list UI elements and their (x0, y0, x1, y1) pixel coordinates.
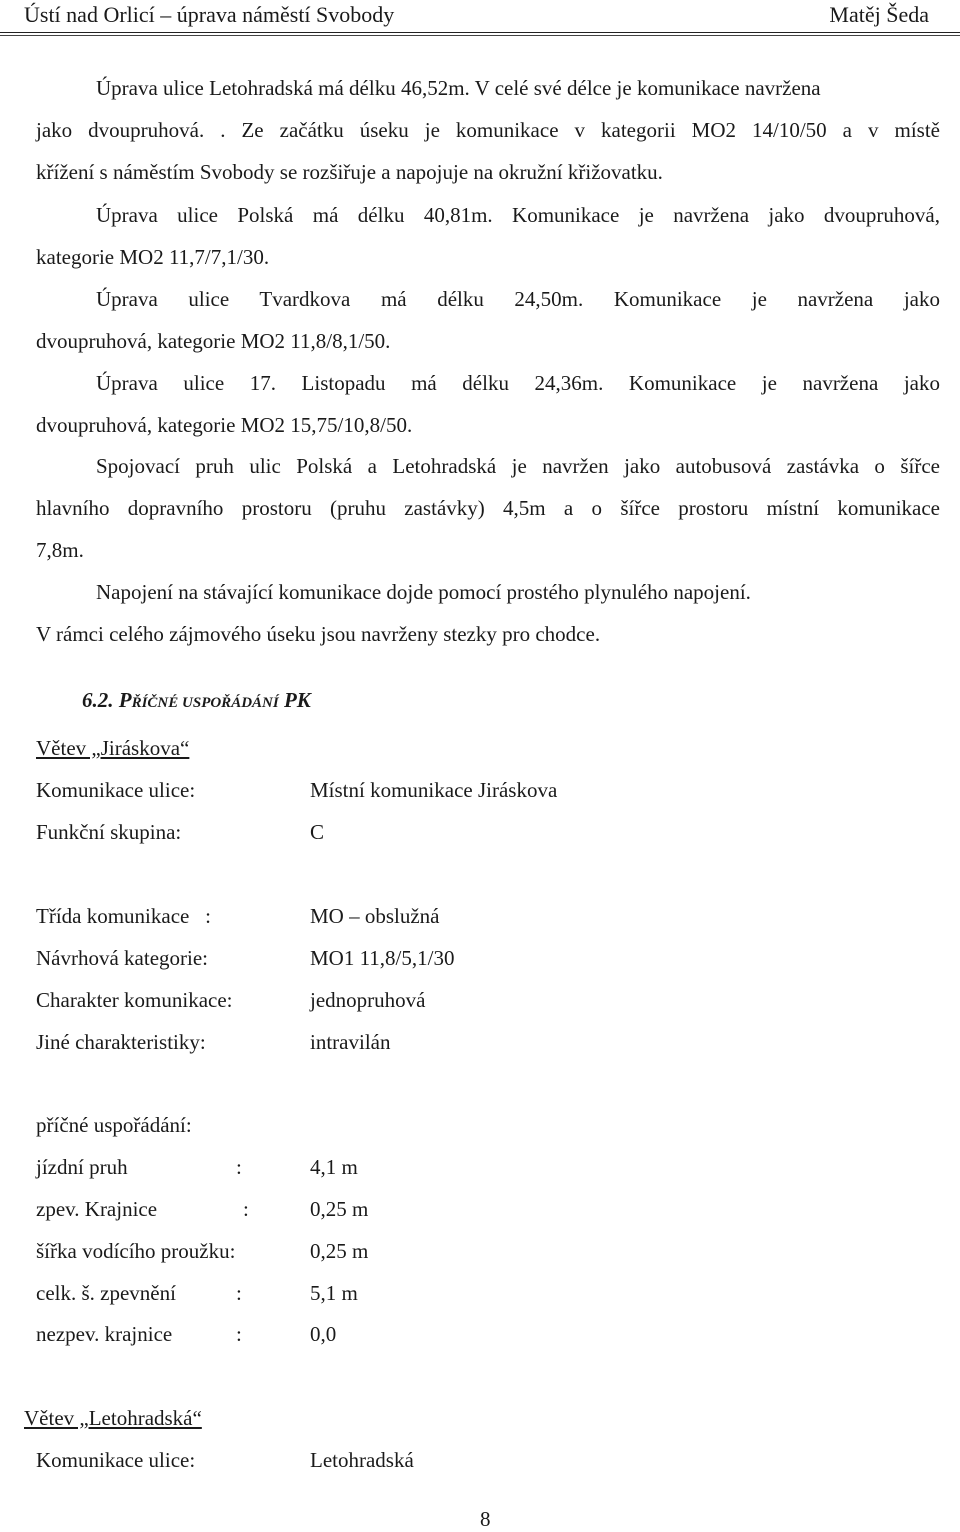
paragraph-line: Úprava ulice Letohradská má délku 46,52m. V celé své délce je komunikace navržena (96, 76, 821, 100)
cross-label: jízdní pruh (36, 1155, 128, 1179)
cross-label: zpev. Krajnice (36, 1197, 158, 1221)
cross-value: 4,1 m (310, 1155, 358, 1179)
branch-title: Větev „Letohradská“ (24, 1406, 202, 1430)
field-value: C (310, 820, 325, 844)
cross-label: celk. š. zpevnění (36, 1281, 176, 1305)
field-label: Třída komunikace : (36, 904, 211, 928)
cross-sep: : (236, 1281, 242, 1305)
field-value: Místní komunikace Jiráskova (310, 778, 558, 802)
cross-sep: : (243, 1197, 249, 1221)
header-author: Matěj Šeda (829, 2, 929, 27)
section-title-initial: P (118, 688, 132, 712)
paragraph-line: V rámci celého zájmového úseku jsou navrženy stezky pro chodce. (36, 622, 601, 646)
cross-value: 5,1 m (310, 1281, 358, 1305)
cross-label: nezpev. krajnice (36, 1322, 173, 1346)
section-number: 6.2. (82, 688, 114, 712)
field-value: jednopruhová (310, 988, 426, 1012)
paragraph-line: Spojovací pruh ulic Polská a Letohradská je navržen jako autobusová zastávka o šířce (96, 454, 940, 478)
paragraph-line: dvoupruhová, kategorie MO2 11,8/8,1/50. (36, 329, 391, 353)
cross-sep: : (236, 1155, 242, 1179)
paragraph-line: Úprava ulice 17. Listopadu má délku 24,36m. Komunikace je navržena jako (96, 371, 940, 395)
field-label: Návrhová kategorie: (36, 946, 209, 970)
cross-value: 0,25 m (310, 1197, 369, 1221)
paragraph-line: jako dvoupruhová. . Ze začátku úseku je komunikace v kategorii MO2 14/10/50 a v místě (36, 118, 940, 142)
field-value: MO – obslužná (310, 904, 440, 928)
header-title: Ústí nad Orlicí – úprava náměstí Svobody (24, 2, 395, 27)
field-value: intravilán (310, 1030, 391, 1054)
paragraph-line: dvoupruhová, kategorie MO2 15,75/10,8/50. (36, 413, 413, 437)
field-value: Letohradská (310, 1448, 414, 1472)
cross-section-title: příčné uspořádání: (36, 1113, 192, 1137)
field-label: Komunikace ulice: (36, 1448, 196, 1472)
header-rule (0, 32, 960, 33)
cross-sep: : (236, 1322, 242, 1346)
field-label: Komunikace ulice: (36, 778, 196, 802)
paragraph-line: hlavního dopravního prostoru (pruhu zastávky) 4,5m a o šířce prostoru místní komunikace (36, 496, 940, 520)
header-rule-thin (0, 35, 960, 36)
field-label: Jiné charakteristiky: (36, 1030, 206, 1054)
field-value: MO1 11,8/5,1/30 (310, 946, 455, 970)
field-label: Funkční skupina: (36, 820, 182, 844)
branch-title: Větev „Jiráskova“ (36, 736, 190, 760)
paragraph-line: 7,8m. (36, 538, 84, 562)
cross-label: šířka vodícího proužku: (36, 1239, 236, 1263)
section-title-pk: PK (283, 688, 311, 712)
section-title-smallcaps: ŘÍČNÉ USPOŘÁDÁNÍ (131, 695, 279, 711)
page-number: 8 (480, 1507, 491, 1531)
field-label: Charakter komunikace: (36, 988, 233, 1012)
section-heading (82, 688, 311, 713)
paragraph-line: Napojení na stávající komunikace dojde pomocí prostého plynulého napojení. (96, 580, 751, 604)
cross-value: 0,0 (310, 1322, 337, 1346)
paragraph-line: kategorie MO2 11,7/7,1/30. (36, 245, 270, 269)
paragraph-line: Úprava ulice Tvardkova má délku 24,50m. Komunikace je navržena jako (96, 287, 940, 311)
paragraph-line: křížení s náměstím Svobody se rozšiřuje a napojuje na okružní křižovatku. (36, 160, 663, 184)
paragraph-line: Úprava ulice Polská má délku 40,81m. Komunikace je navržena jako dvoupruhová, (96, 203, 940, 227)
cross-value: 0,25 m (310, 1239, 369, 1263)
